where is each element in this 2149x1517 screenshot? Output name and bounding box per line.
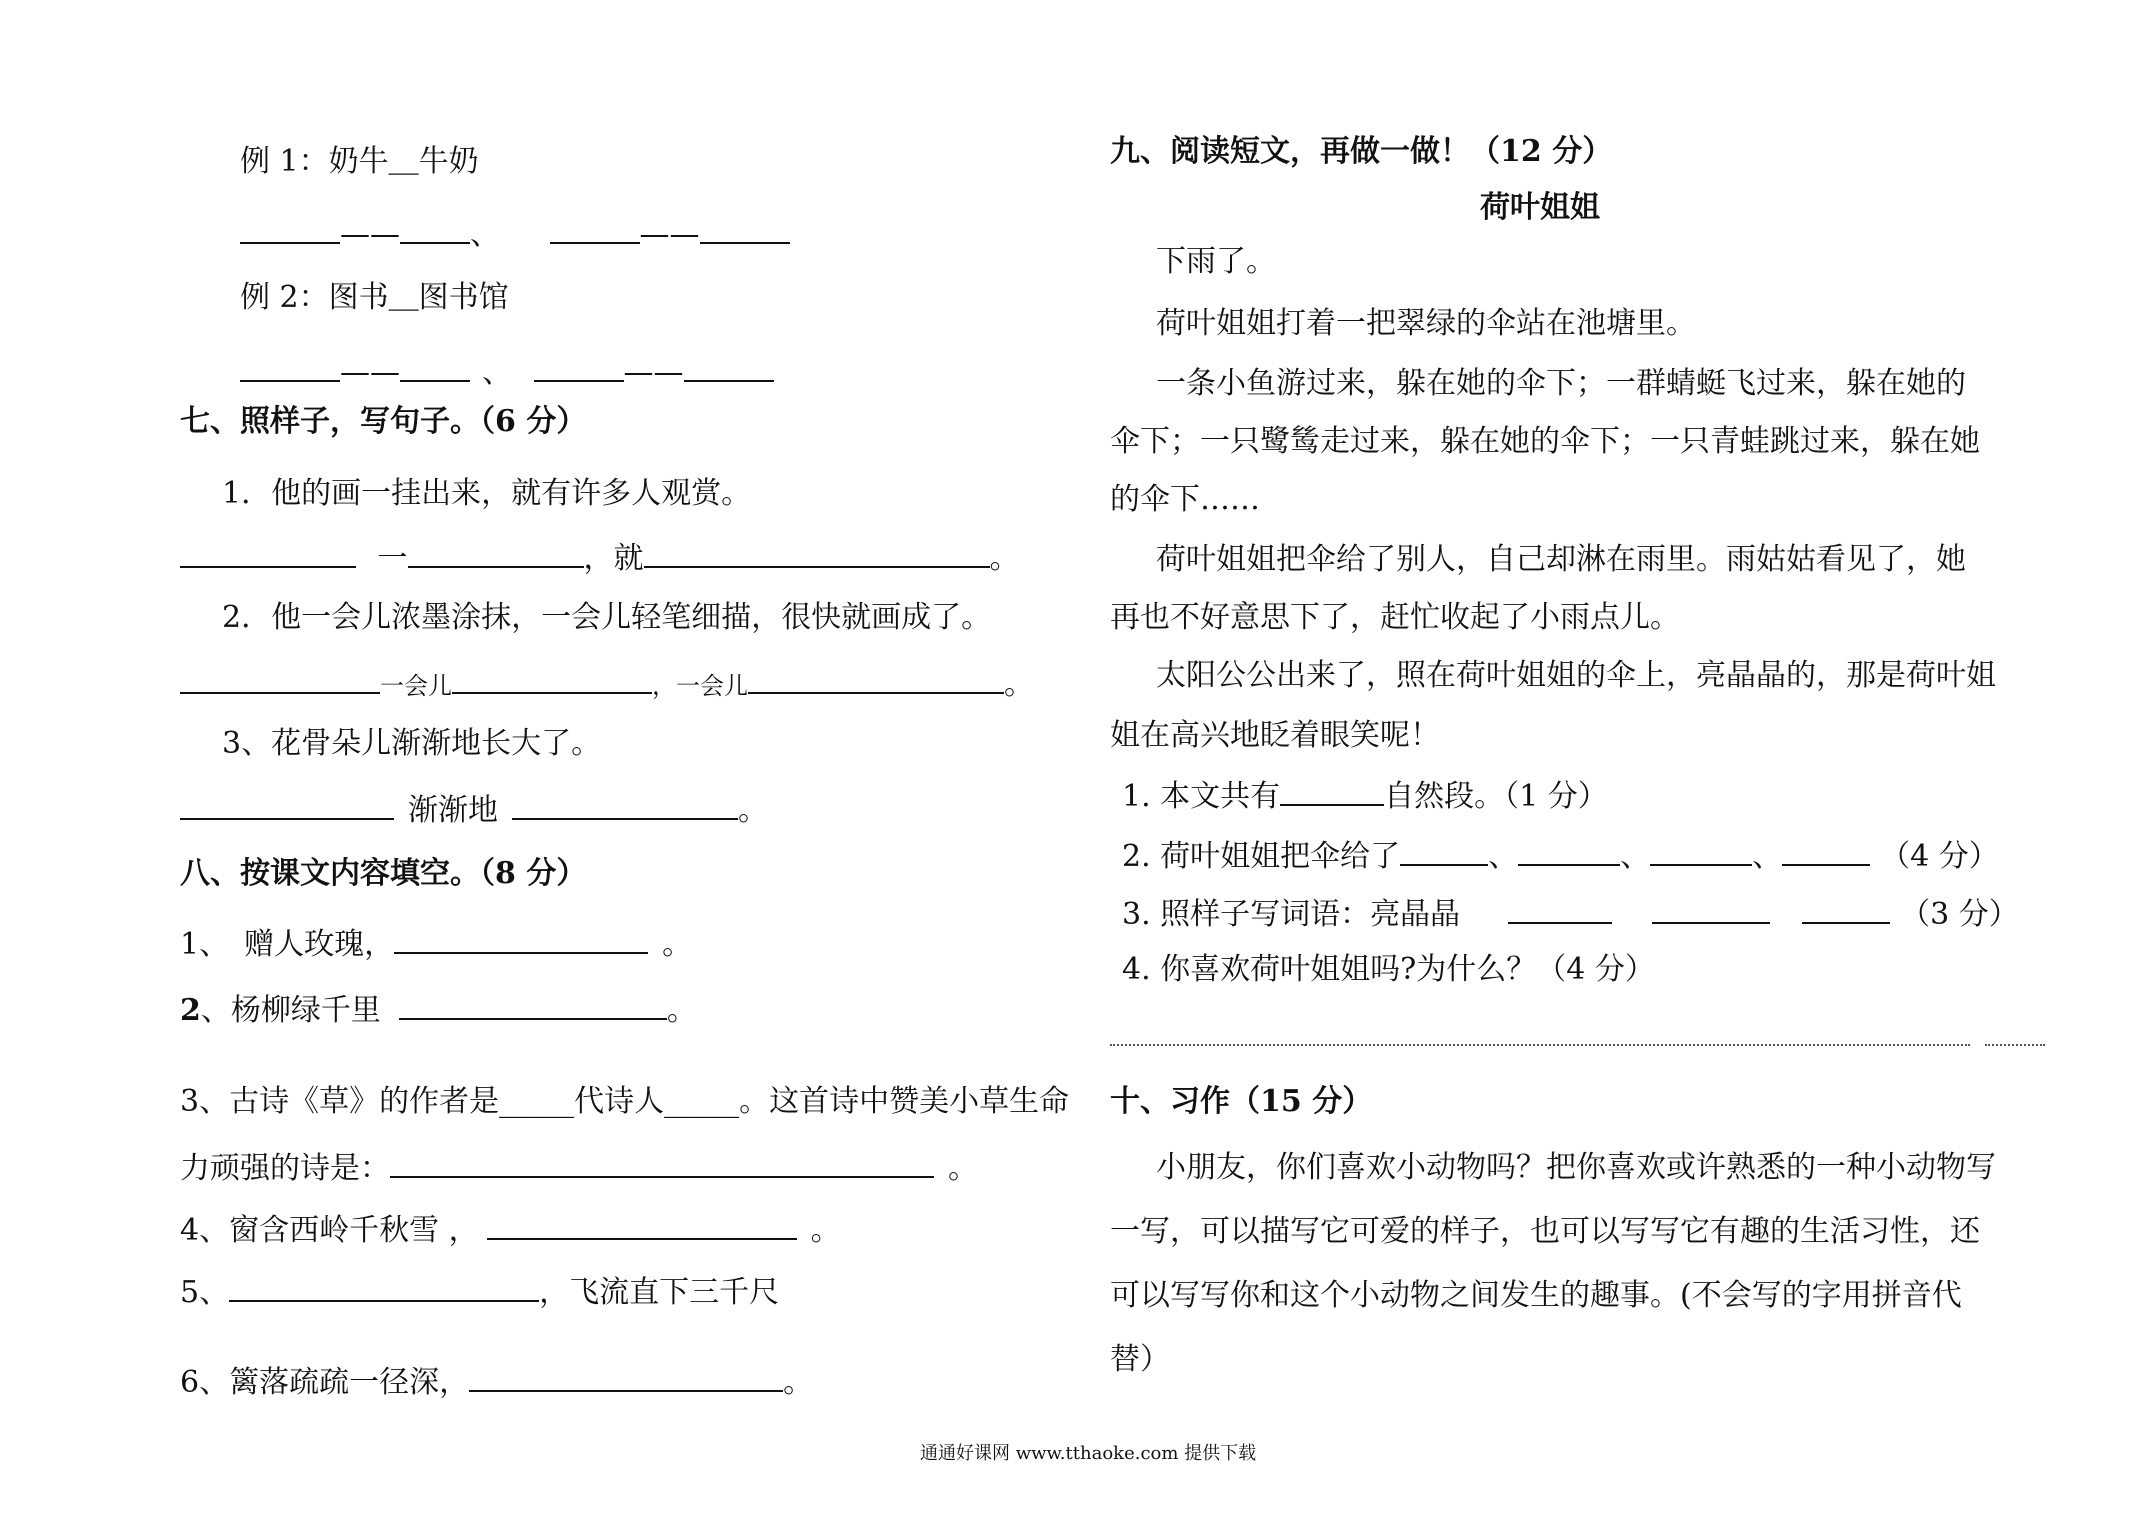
s7-question-3: 3、花骨朵儿渐渐地长大了。 xyxy=(222,726,602,761)
punct: 。 xyxy=(989,541,1020,576)
word: 渐渐地 xyxy=(408,793,498,828)
score: （3 分） xyxy=(1900,897,2019,932)
blank[interactable] xyxy=(534,350,624,382)
blank[interactable] xyxy=(469,1360,783,1392)
story-paragraph-4-line-1: 荷叶姐姐把伞给了别人，自己却淋在雨里。雨姑姑看见了，她 xyxy=(1156,542,1966,577)
s8-question-5 xyxy=(180,1270,779,1313)
s7-answer-3 xyxy=(180,788,768,831)
s7-question-1: 1．他的画一挂出来，就有许多人观赏。 xyxy=(222,476,752,511)
blank[interactable] xyxy=(390,1146,934,1178)
blank[interactable] xyxy=(399,988,667,1020)
punct: 。 xyxy=(1004,667,1034,702)
separator: 、 xyxy=(1752,839,1783,874)
writing-prompt-line-3: 可以写写你和这个小动物之间发生的趣事。(不会写的字用拼音代 xyxy=(1110,1278,1962,1313)
blank[interactable] xyxy=(1652,892,1770,924)
word: 一 xyxy=(377,541,408,576)
section-10-title: 十、习作（15 分） xyxy=(1110,1084,1373,1119)
blank[interactable] xyxy=(1280,774,1384,806)
separator: 、 xyxy=(482,355,512,390)
section-7-title: 七、照样子，写句子。（6 分） xyxy=(180,404,587,439)
blank[interactable] xyxy=(394,922,648,954)
dash: —— xyxy=(639,217,700,252)
writing-prompt-line-2: 一写，可以描写它可爱的样子，也可以写写它有趣的生活习性，还 xyxy=(1110,1214,1980,1249)
story-paragraph-3-line-2: 伞下；一只鹭鸶走过来，躲在她的伞下；一只青蛙跳过来，躲在她 xyxy=(1110,424,1980,459)
text: 自然段。（1 分） xyxy=(1384,779,1608,814)
s7-answer-1 xyxy=(180,536,1020,579)
text: 1. 本文共有 xyxy=(1122,779,1281,814)
blank[interactable] xyxy=(1518,834,1620,866)
section-8-title: 八、按课文内容填空。（8 分） xyxy=(180,856,587,891)
s8-question-6 xyxy=(180,1360,813,1403)
score: （4 分） xyxy=(1880,839,1999,874)
blank[interactable] xyxy=(1802,892,1890,924)
text: ，飞流直下三千尺 xyxy=(539,1275,780,1310)
blank[interactable] xyxy=(550,212,640,244)
text: 4、窗含西岭千秋雪 ， xyxy=(180,1213,479,1248)
answer-dotted-line[interactable] xyxy=(1110,1044,1970,1046)
word: ，一会儿 xyxy=(652,672,748,700)
s7-answer-2 xyxy=(180,662,1034,706)
punct: 。 xyxy=(783,1365,814,1400)
story-paragraph-3-line-1: 一条小鱼游过来，躲在她的伞下；一群蜻蜓飞过来，躲在她的 xyxy=(1156,366,1966,401)
s8-question-3-line-1: 3、古诗《草》的作者是_____代诗人_____。这首诗中赞美小草生命 xyxy=(180,1084,1070,1119)
blank[interactable] xyxy=(1782,834,1870,866)
blank[interactable] xyxy=(684,350,774,382)
example-1: 例 1：奶牛＿牛奶 xyxy=(240,144,479,179)
footer-source: 通通好课网 www.tthaoke.com 提供下载 xyxy=(920,1443,1257,1464)
blank[interactable] xyxy=(180,788,394,820)
separator: 、 xyxy=(470,217,500,252)
section-9-title: 九、阅读短文，再做一做！（12 分） xyxy=(1110,134,1613,169)
blank[interactable] xyxy=(240,350,340,382)
story-paragraph-3-line-3: 的伞下…… xyxy=(1110,482,1260,517)
example-1-answer-row xyxy=(240,212,790,255)
blank[interactable] xyxy=(1400,834,1488,866)
s9-question-2 xyxy=(1122,834,1999,877)
story-title: 荷叶姐姐 xyxy=(1480,190,1600,225)
punct: 。 xyxy=(948,1151,978,1186)
blank[interactable] xyxy=(644,536,990,568)
punct: 。 xyxy=(738,793,768,828)
blank[interactable] xyxy=(400,350,470,382)
blank[interactable] xyxy=(452,662,652,694)
dash: —— xyxy=(340,355,400,390)
blank[interactable] xyxy=(700,212,790,244)
s8-question-1 xyxy=(180,922,692,965)
blank[interactable] xyxy=(240,212,340,244)
blank[interactable] xyxy=(512,788,738,820)
text: 、杨柳绿千里 xyxy=(200,993,381,1028)
s9-question-1 xyxy=(1122,774,1608,817)
blank[interactable] xyxy=(180,536,356,568)
separator: 、 xyxy=(1488,839,1519,874)
s7-question-2: 2．他一会儿浓墨涂抹，一会儿轻笔细描，很快就画成了。 xyxy=(222,600,992,635)
text: 1、 赠人玫瑰， xyxy=(180,927,395,962)
story-paragraph-2: 荷叶姐姐打着一把翠绿的伞站在池塘里。 xyxy=(1156,306,1696,341)
story-paragraph-4-line-2: 再也不好意思下了，赶忙收起了小雨点儿。 xyxy=(1110,600,1680,635)
punct: 。 xyxy=(662,927,693,962)
s8-question-4 xyxy=(180,1208,841,1251)
blank[interactable] xyxy=(229,1270,539,1302)
text: 5、 xyxy=(180,1275,230,1310)
writing-prompt-line-4: 替） xyxy=(1110,1342,1170,1377)
example-2: 例 2：图书＿图书馆 xyxy=(240,280,509,315)
word: ，就 xyxy=(583,541,644,576)
punct: 。 xyxy=(666,993,697,1028)
text: 力顽强的诗是： xyxy=(180,1151,390,1186)
dash: —— xyxy=(340,217,400,252)
blank[interactable] xyxy=(1508,892,1612,924)
writing-prompt-line-1: 小朋友，你们喜欢小动物吗？把你喜欢或许熟悉的一种小动物写 xyxy=(1156,1150,1996,1185)
blank[interactable] xyxy=(487,1208,797,1240)
s8-question-2 xyxy=(180,988,697,1031)
blank[interactable] xyxy=(400,212,470,244)
text: 6、篱落疏疏一径深， xyxy=(180,1365,470,1400)
blank[interactable] xyxy=(1650,834,1752,866)
example-2-answer-row xyxy=(240,350,774,393)
blank[interactable] xyxy=(408,536,584,568)
word: 一会儿 xyxy=(380,672,452,700)
blank[interactable] xyxy=(748,662,1004,694)
blank[interactable] xyxy=(180,662,380,694)
text: 3. 照样子写词语：亮晶晶 xyxy=(1122,897,1461,932)
s9-question-3 xyxy=(1122,892,2019,935)
s8-question-3-line-2 xyxy=(180,1146,978,1189)
story-paragraph-1: 下雨了。 xyxy=(1156,244,1276,279)
story-paragraph-5-line-2: 姐在高兴地眨着眼笑呢！ xyxy=(1110,718,1440,753)
text: 2. 荷叶姐姐把伞给了 xyxy=(1122,839,1401,874)
punct: 。 xyxy=(810,1213,841,1248)
s9-question-4: 4. 你喜欢荷叶姐姐吗?为什么？（4 分） xyxy=(1122,952,1655,987)
number: 2 xyxy=(180,993,201,1028)
dash: —— xyxy=(623,355,684,390)
separator: 、 xyxy=(1620,839,1651,874)
story-paragraph-5-line-1: 太阳公公出来了，照在荷叶姐姐的伞上，亮晶晶的，那是荷叶姐 xyxy=(1156,658,1996,693)
answer-dotted-line-tail xyxy=(1985,1044,2045,1046)
